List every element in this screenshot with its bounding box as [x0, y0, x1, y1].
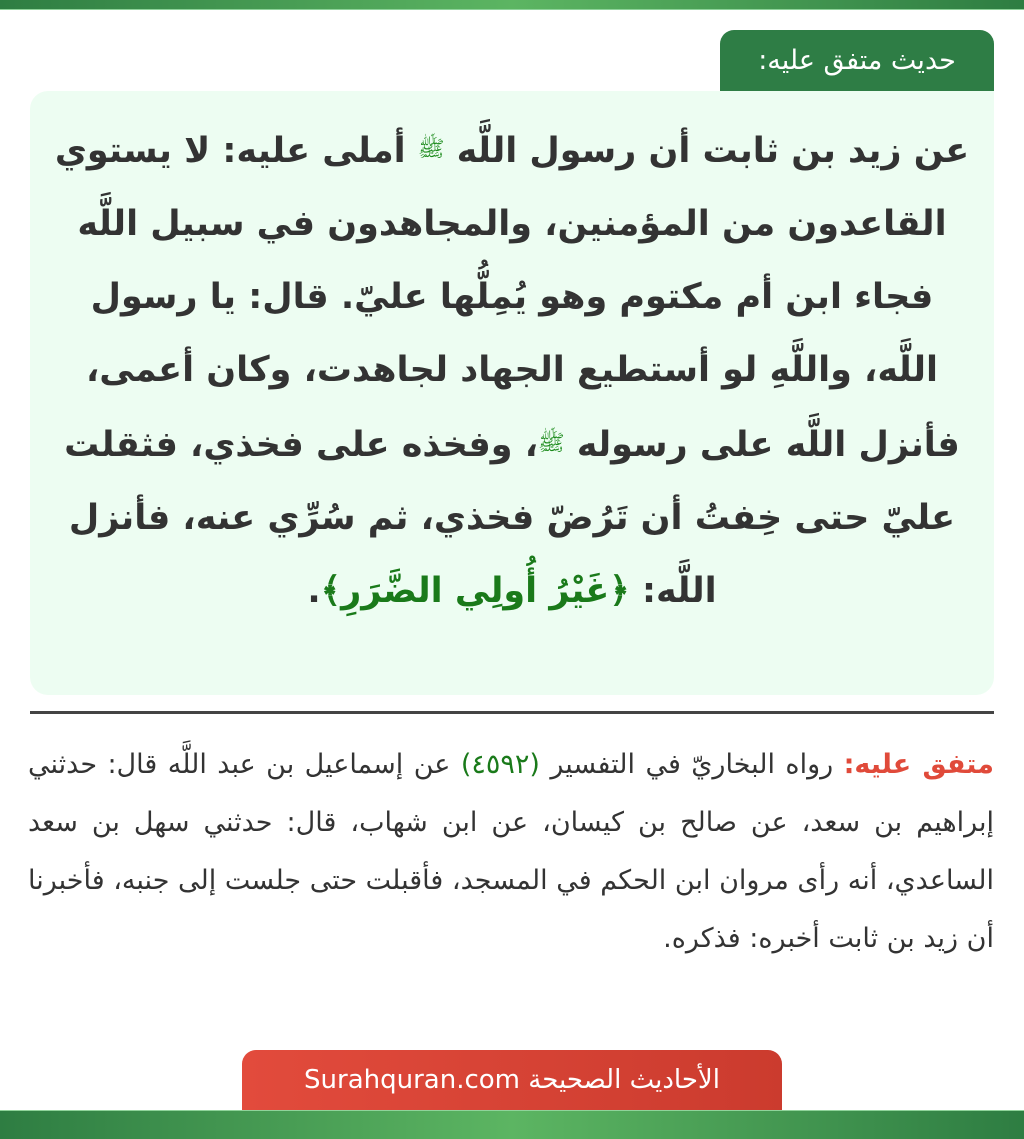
hadith-type-text: حديث متفق عليه:	[758, 45, 956, 76]
hadith-end: .	[307, 571, 321, 611]
top-decorative-bar	[0, 0, 1024, 10]
bottom-decorative-bar	[0, 1110, 1024, 1139]
source-text-1: رواه البخاريّ في التفسير	[550, 749, 834, 780]
hadith-type-label	[720, 30, 994, 91]
source-label: متفق عليه:	[843, 749, 994, 780]
hadith-text-part2: أملى عليه: لا يستوي القاعدون من المؤمنين، والمجاهدون في سبيل اللَّه فجاء ابن أم مكتوم وهو يُمِلُّها عليّ. قال: يا رسول اللَّه، واللَّهِ لو أستطيع الجهاد لجاهدت، وكان أعمى، فأنزل اللَّه على رسوله	[54, 131, 960, 465]
salawat-icon: ﷺ	[417, 137, 445, 162]
hadith-number: (٤٥٩٢)	[460, 749, 540, 780]
section-divider	[30, 711, 994, 714]
hadith-text-part1: عن زيد بن ثابت أن رسول اللَّه	[456, 131, 970, 171]
site-link-button[interactable]	[242, 1050, 782, 1110]
site-link-label: الأحاديث الصحيحة Surahquran.com	[304, 1065, 720, 1095]
source-text-2: عن إسماعيل بن عبد اللَّه قال: حدثني إبراهيم بن سعد، عن صالح بن كيسان، عن ابن شهاب، قال: حدثني سهل بن سعد الساعدي، أنه رأى مروان ابن الحكم في المسجد، فأقبلت حتى جلست إلى جنبه، فأخبرنا أن زيد بن ثابت أخبره: فذكره.	[28, 749, 994, 954]
salawat-icon: ﷺ	[538, 431, 565, 456]
hadith-source	[28, 736, 994, 968]
hadith-text-part3: ، وفخذه على فخذي، فثقلت عليّ حتى خِفتُ أن تَرُضّ فخذي، ثم سُرِّي عنه، فأنزل اللَّه:	[64, 425, 956, 611]
hadith-text-box	[30, 91, 994, 695]
quran-quote: ﴿غَيْرُ أُولِي الضَّرَرِ﴾	[320, 571, 630, 611]
